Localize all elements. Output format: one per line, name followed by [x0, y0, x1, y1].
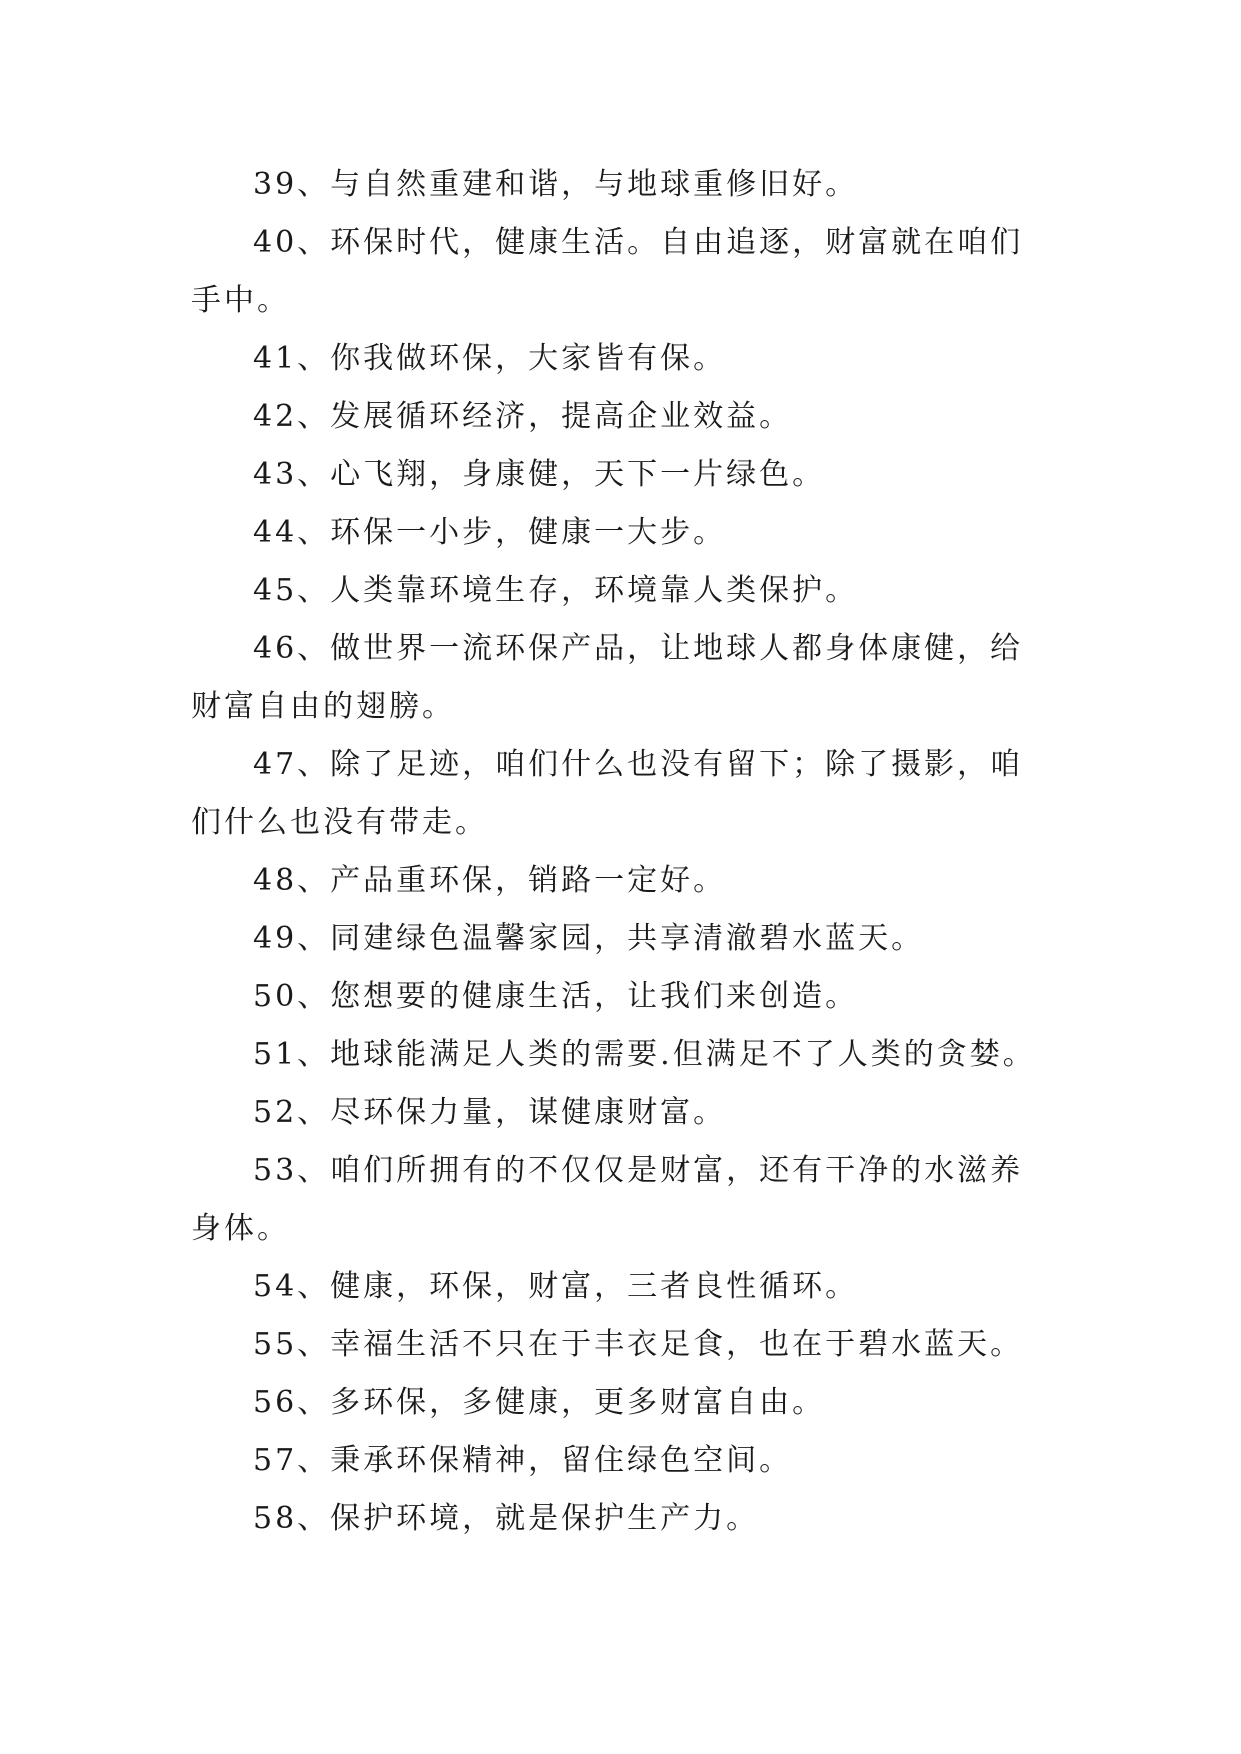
paragraph-46: 46、做世界一流环保产品，让地球人都身体康健，给财富自由的翅膀。: [191, 631, 1024, 724]
paragraph-40: 40、环保时代，健康生活。自由追逐，财富就在咱们手中。: [191, 225, 1024, 318]
paragraph-44: 44、环保一小步，健康一大步。: [253, 515, 727, 550]
paragraph-51: 51、地球能满足人类的需要.但满足不了人类的贪婪。: [253, 1037, 1036, 1072]
paragraph-50: 50、您想要的健康生活，让我们来创造。: [253, 979, 859, 1014]
paragraph-54: 54、健康，环保，财富，三者良性循环。: [253, 1269, 859, 1304]
paragraph-43: 43、心飞翔，身康健，天下一片绿色。: [253, 457, 826, 492]
paragraph-45: 45、人类靠环境生存，环境靠人类保护。: [253, 573, 859, 608]
paragraph-42: 42、发展循环经济，提高企业效益。: [253, 399, 793, 434]
paragraph-41: 41、你我做环保，大家皆有保。: [253, 341, 727, 376]
paragraph-57: 57、秉承环保精神，留住绿色空间。: [253, 1443, 793, 1478]
paragraph-53: 53、咱们所拥有的不仅仅是财富，还有干净的水滋养身体。: [191, 1153, 1024, 1246]
paragraph-56: 56、多环保，多健康，更多财富自由。: [253, 1385, 826, 1420]
paragraph-55: 55、幸福生活不只在于丰衣足食，也在于碧水蓝天。: [253, 1327, 1024, 1362]
paragraph-39: 39、与自然重建和谐，与地球重修旧好。: [253, 167, 859, 202]
paragraph-49: 49、同建绿色温馨家园，共享清澈碧水蓝天。: [253, 921, 925, 956]
paragraph-58: 58、保护环境，就是保护生产力。: [253, 1501, 760, 1536]
paragraph-47: 47、除了足迹，咱们什么也没有留下；除了摄影，咱们什么也没有带走。: [191, 747, 1024, 840]
document-body: [191, 156, 1051, 1548]
paragraph-48: 48、产品重环保，销路一定好。: [253, 863, 727, 898]
paragraph-52: 52、尽环保力量，谋健康财富。: [253, 1095, 727, 1130]
